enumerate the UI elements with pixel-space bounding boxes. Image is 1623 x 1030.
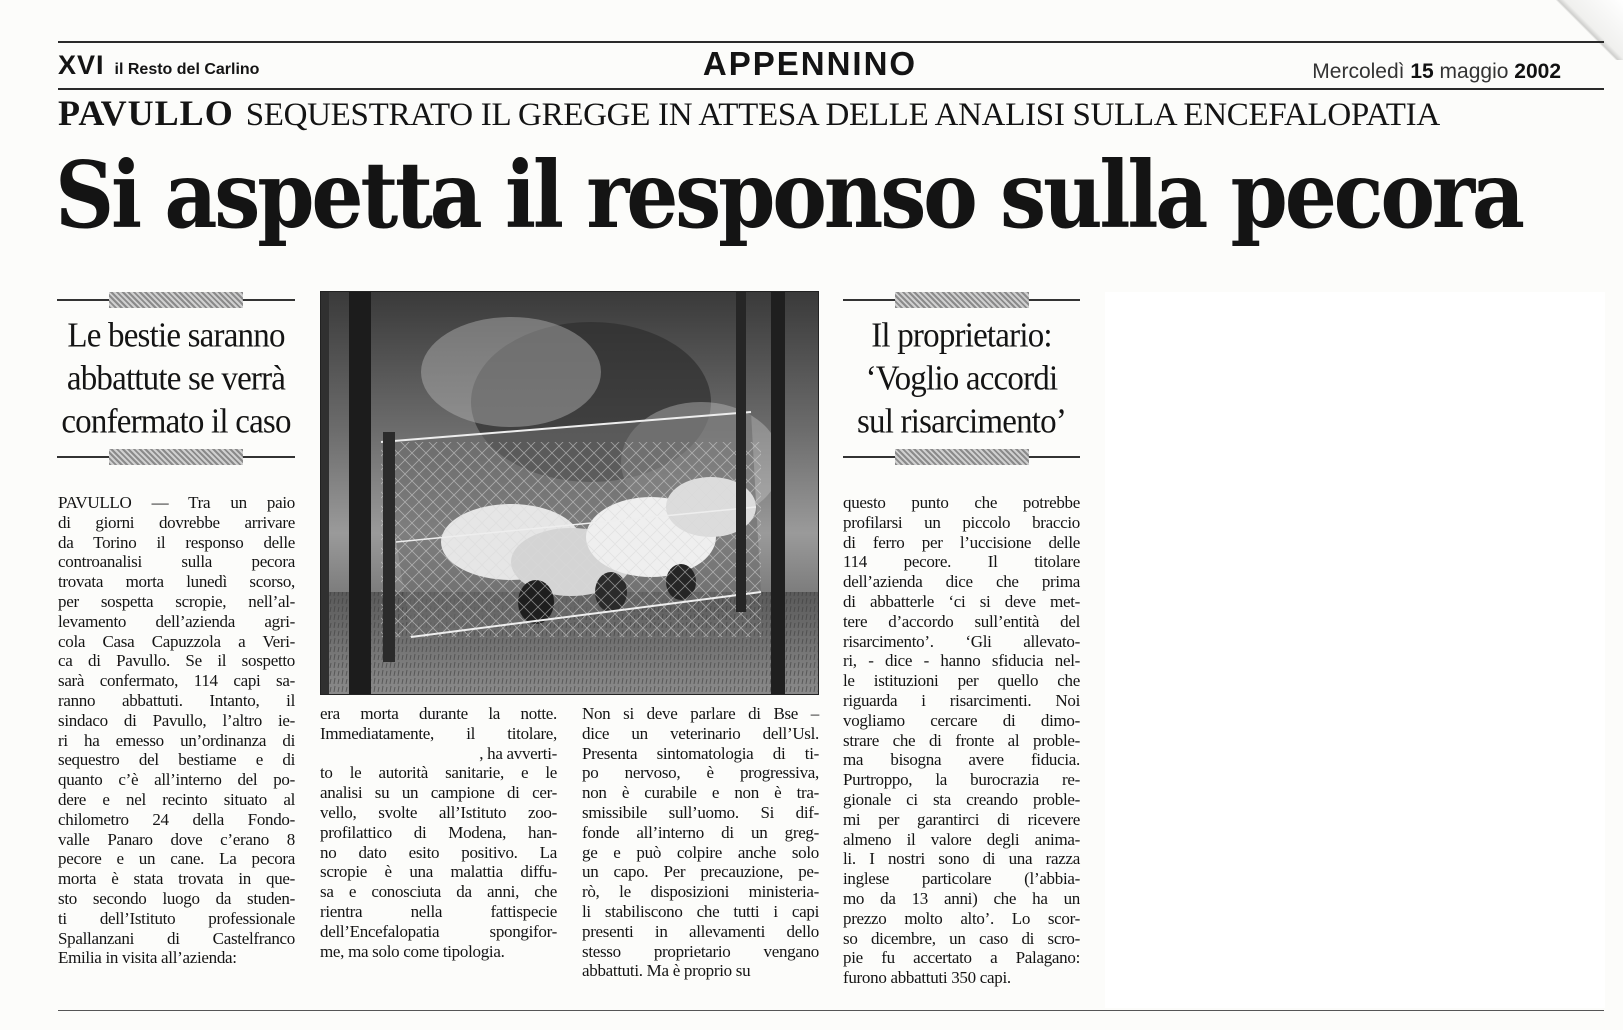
article-line: li. I nostri sono di una razza [843, 849, 1080, 869]
article-line: gionale ci sta creando proble- [843, 789, 1080, 809]
article-line: da Torino il responso delle [58, 532, 295, 552]
article-line: ri ha emesso un’ordinanza di [58, 730, 295, 750]
article-column-1 [58, 493, 295, 968]
article-line: quanto c’è all’interno del po- [58, 770, 295, 790]
article-line: presenti in allevamenti dello [582, 921, 819, 941]
headline: Si aspetta il responso sulla pecora [55, 142, 1522, 250]
article-line: un capo. Per precauzione, pe- [582, 862, 819, 882]
photo-drawing [321, 292, 818, 694]
article-line: so dicembre, un caso di scro- [843, 928, 1080, 948]
date-day: 15 [1410, 60, 1434, 83]
article-line: Spallanzani di Castelfranco [58, 928, 295, 948]
masthead [58, 50, 259, 81]
article-line: no dato esito positivo. La [320, 842, 557, 862]
article-line: dell’azienda dice che prima [843, 572, 1080, 592]
article-line: almeno il valore degli anima- [843, 829, 1080, 849]
bottom-rule [58, 1010, 1604, 1011]
article-line: sequestro del bestiame e di [58, 750, 295, 770]
article-line: ma bisogna avere fiducia. [843, 750, 1080, 770]
article-line: 114 pecore. Il titolare [843, 552, 1080, 572]
newspaper-name: il Resto del Carlino [114, 61, 260, 78]
article-line: risarcimento’. ‘Gli allevato- [843, 631, 1080, 651]
article-line: per sospetta scropie, nell’al- [58, 591, 295, 611]
article-line: PAVULLO — Tra un paio [58, 493, 295, 512]
article-line: era morta durante la notte. [320, 704, 557, 723]
article-line: sa e conosciuta da anni, che [320, 882, 557, 902]
article-line: vogliamo cercare di dimo- [843, 710, 1080, 730]
subhead-right-text [843, 307, 1080, 451]
blank-area [1105, 292, 1605, 1008]
article-line: di ferro per l’uccisione delle [843, 532, 1080, 552]
article-line: levamento dell’azienda agri- [58, 611, 295, 631]
article-line: di giorni dovrebbe arrivare [58, 512, 295, 532]
article-line: profilarsi un piccolo braccio [843, 512, 1080, 532]
page-number: XVI [58, 50, 105, 80]
article-line: le istituzioni per quello che [843, 671, 1080, 691]
article-line: ranno abbattuti. Intanto, il [58, 690, 295, 710]
article-line: Non si deve parlare di Bse – [582, 704, 819, 723]
article-line: ri, - dice - hanno sfiducia nel- [843, 651, 1080, 671]
date-weekday: Mercoledì [1312, 60, 1405, 83]
article-line: vello, svolte all’Istituto zoo- [320, 802, 557, 822]
article-line: profilattico di Modena, han- [320, 822, 557, 842]
sheep-pen-photo-icon [320, 291, 819, 695]
article-line: to le autorità sanitarie, e le [320, 763, 557, 783]
article-line: Purtroppo, la burocrazia re- [843, 770, 1080, 790]
kicker-text: SEQUESTRATO IL GREGGE IN ATTESA DELLE ANALISI SULLA ENCEFALOPATIA [245, 97, 1440, 133]
subhead-left-text [57, 307, 295, 451]
article-line: sarà confermato, 114 capi sa- [58, 671, 295, 691]
article-line: inglese particolare (l’abbia- [843, 869, 1080, 889]
article-line: abbattuti. Ma è proprio su [582, 961, 751, 981]
subhead-line: ‘Voglio accordi [865, 360, 1058, 398]
article-line: valle Panaro dove c’erano 8 [58, 829, 295, 849]
article-line: pecore e un cane. La pecora [58, 849, 295, 869]
subhead-rule-bottom [57, 447, 295, 467]
article-column-4 [843, 493, 1080, 988]
article-line: di abbatterle ‘ci si deve met- [843, 591, 1080, 611]
article-line: , ha avverti- [479, 743, 557, 763]
subhead-rule-bottom [843, 447, 1080, 467]
article-line: scropie è una malattia diffu- [320, 862, 557, 882]
page-corner-fold [1553, 0, 1623, 60]
article-line: chilometro 24 della Fondo- [58, 809, 295, 829]
article-line: riguarda i risarcimenti. Noi [843, 690, 1080, 710]
subhead-left [57, 290, 295, 467]
article-line: dere e nel recinto situato al [58, 789, 295, 809]
article-line: dice un veterinario dell’Usl. [582, 723, 819, 743]
article-line: morta è stata trovata in que- [58, 869, 295, 889]
article-line: non è curabile e non è tra- [582, 783, 819, 803]
article-line: furono abbattuti 350 capi. [843, 968, 1011, 988]
article-line: ti dell’Istituto professionale [58, 908, 295, 928]
article-column-2 [320, 704, 557, 961]
article-line: pie fu accertato a Palagano: [843, 948, 1080, 968]
article-line: dell’Encefalopatia spongifor- [320, 921, 557, 941]
article-line: sto secondo luogo da studen- [58, 888, 295, 908]
date-month: maggio [1439, 60, 1509, 83]
kicker-place: PAVULLO [58, 93, 234, 133]
article-line: Immediatamente, il titolare, [320, 723, 557, 743]
header-rule [58, 88, 1604, 90]
article-line: ca di Pavullo. Se il sospetto [58, 651, 295, 671]
subhead-line: sul risarcimento’ [856, 403, 1067, 441]
article-line: Emilia in visita all’azienda: [58, 948, 237, 968]
article-line: me, ma solo come tipologia. [320, 941, 505, 961]
article-line: questo punto che potrebbe [843, 493, 1080, 512]
article-line: fonde all’interno di un greg- [582, 822, 819, 842]
article-line: controanalisi sulla pecora [58, 552, 295, 572]
article-line: mi per garantirci di ricevere [843, 809, 1080, 829]
subhead-line: abbattute se verrà [66, 360, 286, 398]
kicker [58, 92, 1440, 134]
article-line: Presenta sintomatologia di ti- [582, 743, 819, 763]
article-line: sindaco di Pavullo, l’altro ie- [58, 710, 295, 730]
subhead-line: confermato il caso [61, 403, 291, 441]
article-line: rò, le disposizioni ministeria- [582, 882, 819, 902]
article-line: li stabiliscono che tutti i capi [582, 901, 819, 921]
date-year: 2002 [1514, 60, 1561, 83]
article-line: stesso proprietario vengano [582, 941, 819, 961]
article-line: po nervoso, è progressiva, [582, 763, 819, 783]
article-line: analisi su un campione di cer- [320, 783, 557, 803]
article-line: smissibile sull’uomo. Si dif- [582, 802, 819, 822]
article-line: rientra nella fattispecie [320, 901, 557, 921]
subhead-line: Le bestie saranno [67, 317, 285, 355]
article-line: ge e può colpire anche solo [582, 842, 819, 862]
article-line: cola Casa Capuzzola a Veri- [58, 631, 295, 651]
subhead-right [843, 290, 1080, 467]
section-title: APPENNINO [702, 45, 918, 82]
article-line: prezzo molto alto’. Lo scor- [843, 908, 1080, 928]
article-line: mo da 13 anni) che ha un [843, 888, 1080, 908]
publication-date [1312, 60, 1561, 84]
article-column-3 [582, 704, 819, 981]
article-line: tere d’accordo sull’entità del [843, 611, 1080, 631]
article-line: strare che di fronte al proble- [843, 730, 1080, 750]
subhead-line: Il proprietario: [871, 317, 1052, 355]
article-line: trovata morta lunedì scorso, [58, 572, 295, 592]
top-rule [58, 41, 1604, 43]
